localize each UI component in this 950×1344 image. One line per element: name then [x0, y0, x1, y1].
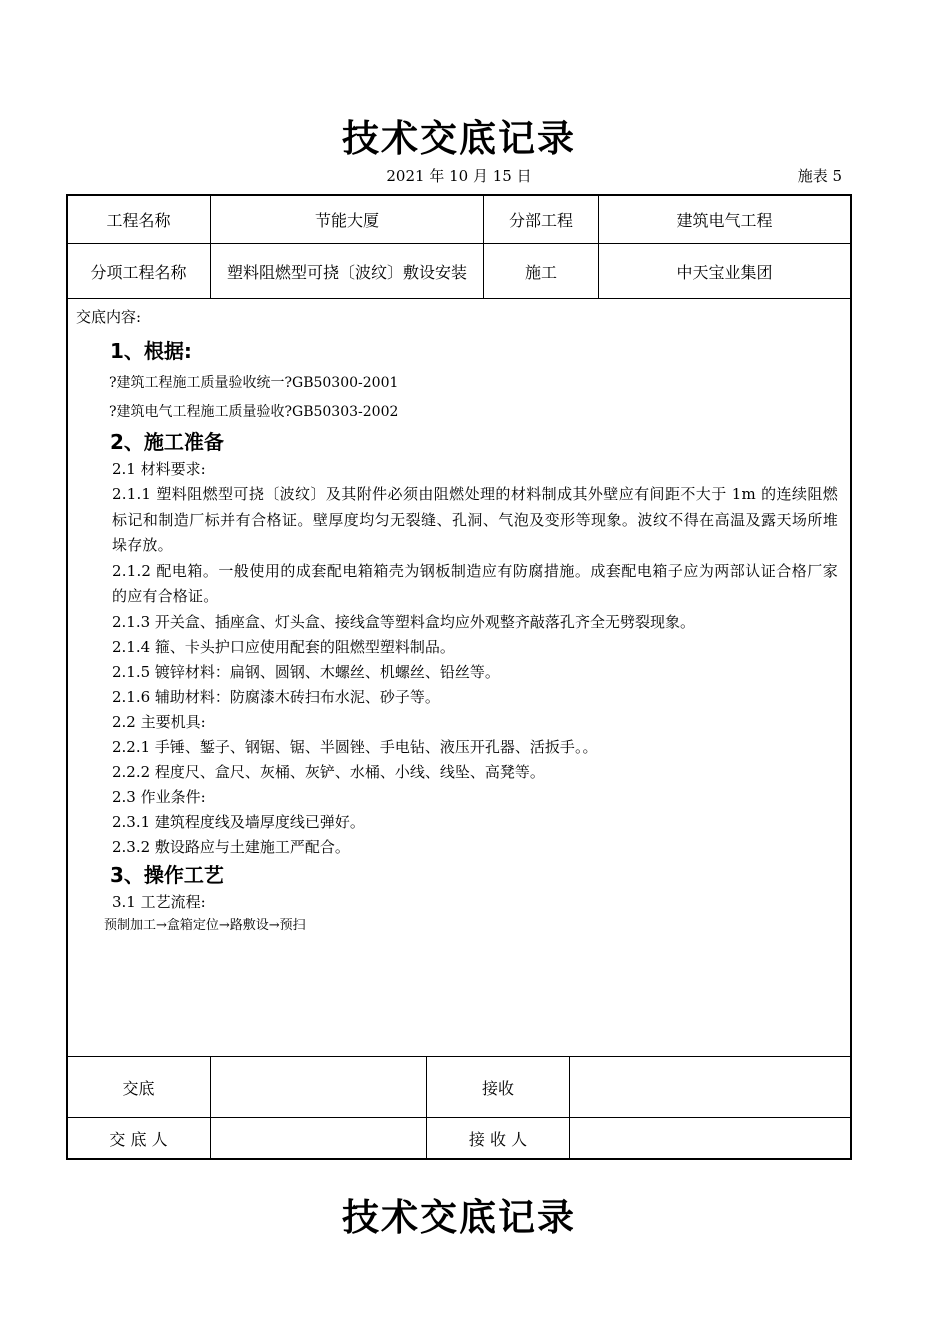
construction-label: 施工	[524, 262, 557, 282]
handover-label: 交底	[122, 1078, 155, 1098]
reference-item: ?建筑电气工程施工质量验收?GB50303-2002	[109, 404, 399, 420]
handover-content	[76, 304, 846, 937]
paragraph: 2.1.6 辅助材料：防腐漆木砖扫布水泥、砂子等。	[112, 687, 440, 706]
receive-label: 接收	[481, 1078, 514, 1098]
subitem-value: 塑料阻燃型可挠〔波纹〕敷设安装	[226, 262, 467, 282]
paragraph: 2.2.1 手锤、錾子、钢锯、锯、半圆锉、手电钻、液压开孔器、活扳手。。	[112, 737, 598, 756]
subitem-label: 分项工程名称	[90, 262, 187, 282]
construction-value: 中天宝业集团	[676, 262, 773, 282]
paragraph: 3.1 工艺流程:	[112, 892, 206, 911]
project-name-label: 工程名称	[106, 211, 171, 230]
process-flow: 预制加工→盒箱定位→路敷设→预扫	[104, 917, 306, 933]
section-preparation-heading: 2、施工准备	[110, 430, 224, 454]
receive-person-field[interactable]	[570, 1118, 850, 1159]
paragraph: 2.1.5 镀锌材料：扁钢、圆钢、木螺丝、机螺丝、铅丝等。	[112, 662, 500, 681]
content-label: 交底内容:	[76, 308, 142, 326]
paragraph: 2.3.1 建筑程度线及墙厚度线已弹好。	[112, 812, 365, 831]
paragraph: 2.3 作业条件:	[112, 787, 206, 806]
paragraph: 2.1.4 箍、卡头护口应使用配套的阻燃型塑料制品。	[112, 637, 455, 656]
reference-item: ?建筑工程施工质量验收统一?GB50300-2001	[109, 375, 399, 391]
division-value: 建筑电气工程	[676, 211, 773, 230]
project-name-value: 节能大厦	[314, 211, 379, 230]
document-date: 2021 年 10 月 15 日	[386, 167, 532, 185]
form-number: 施表 5	[797, 167, 842, 185]
handover-signature-field[interactable]	[211, 1057, 426, 1117]
paragraph: 2.2 主要机具:	[112, 712, 206, 731]
receive-signature-field[interactable]	[570, 1057, 850, 1117]
division-label: 分部工程	[508, 211, 573, 230]
paragraph: 2.1.2 配电箱。一般使用的成套配电箱箱壳为钢板制造应有防腐措施。成套配电箱子应为两部认证合格厂家的应有合格证。	[112, 561, 838, 605]
receive-person-label: 接 收 人	[468, 1130, 528, 1149]
handover-person-field[interactable]	[211, 1118, 426, 1159]
section-basis-heading: 1、根据:	[110, 339, 192, 363]
paragraph: 2.1.3 开关盒、插座盒、灯头盒、接线盒等塑料盒均应外观整齐敲落孔齐全无劈裂现象。	[112, 612, 695, 631]
paragraph: 2.1 材料要求:	[112, 460, 206, 478]
handover-person-label: 交 底 人	[109, 1130, 168, 1149]
paragraph: 2.2.2 程度尺、盒尺、灰桶、灰铲、水桶、小线、线坠、高凳等。	[112, 762, 545, 781]
row-divider	[67, 298, 851, 299]
next-page-title: 技术交底记录	[342, 1196, 576, 1239]
paragraph: 2.1.1 塑料阻燃型可挠〔波纹〕及其附件必须由阻燃处理的材料制成其外壁应有间距不大于 1m 的连续阻燃标记和制造厂标并有合格证。壁厚度均匀无裂缝、孔洞、气泡及变形等现象。波纹不得在高温及露天场所堆垛存放。	[112, 485, 838, 554]
section-process-heading: 3、操作工艺	[110, 862, 224, 887]
paragraph: 2.3.2 敷设路应与土建施工严配合。	[112, 837, 350, 856]
document-title: 技术交底记录	[342, 117, 576, 160]
